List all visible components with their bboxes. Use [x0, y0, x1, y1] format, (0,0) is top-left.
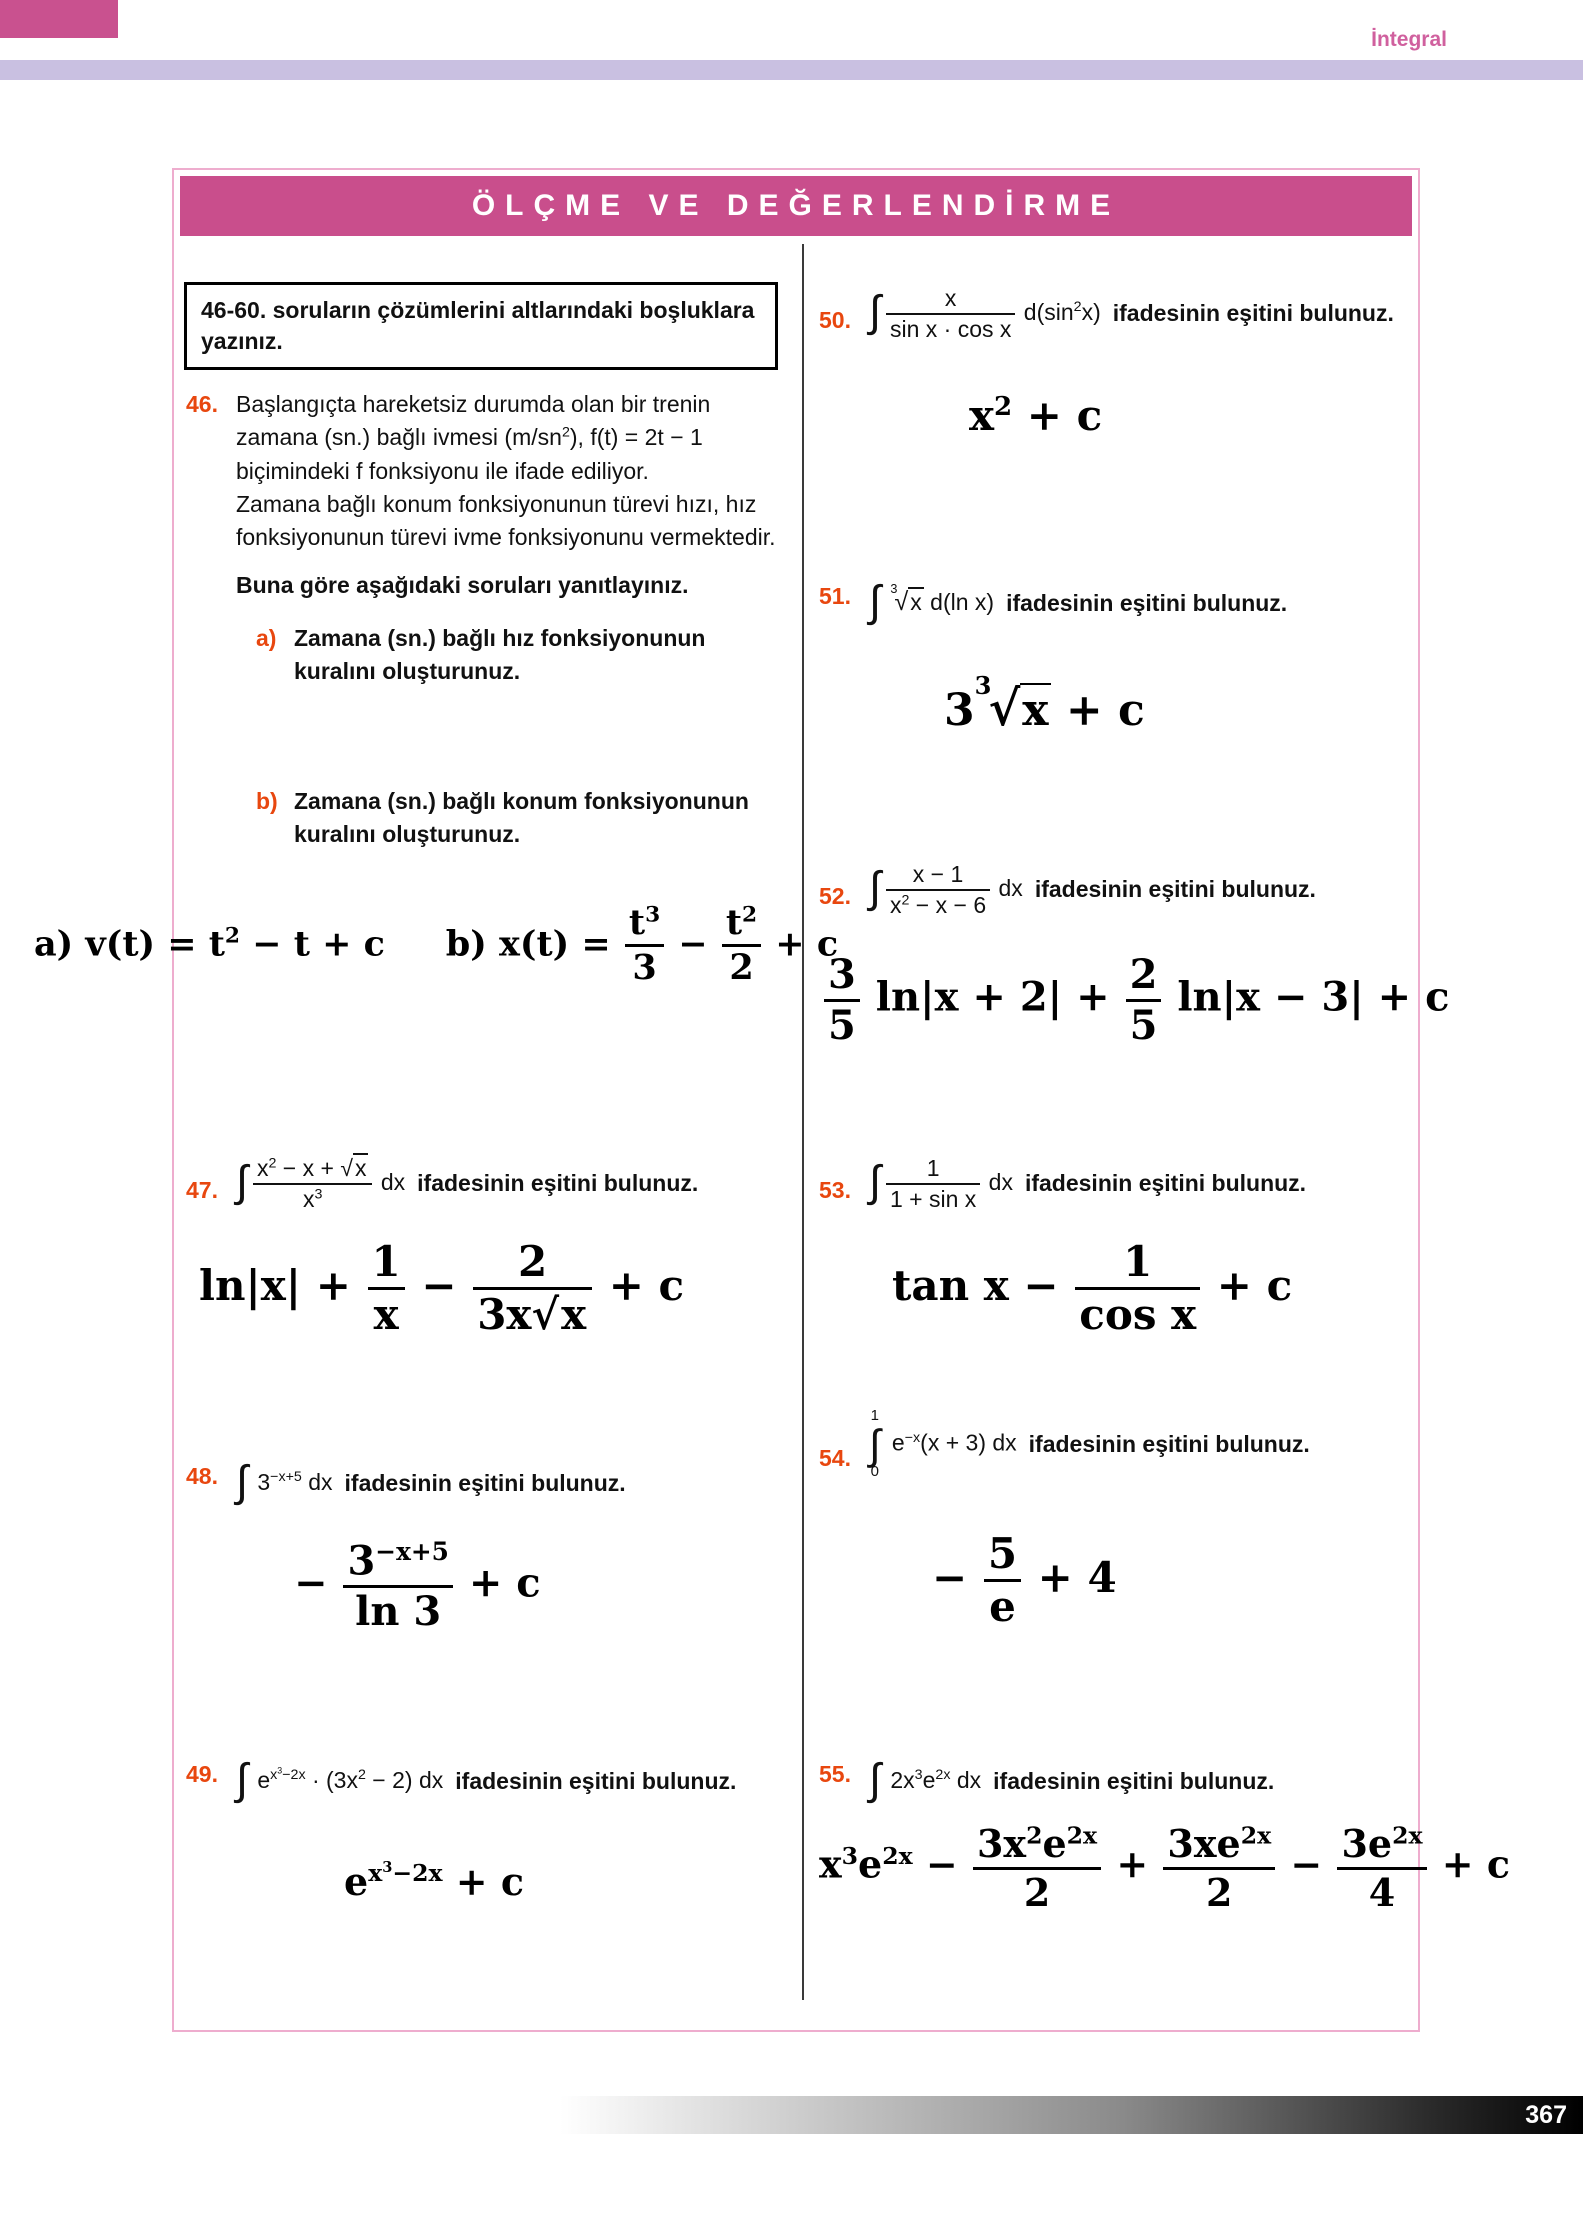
question-53-number: 53. — [819, 1177, 851, 1203]
question-55-text: ifadesinin eşitini bulunuz. — [993, 1768, 1275, 1794]
question-55 — [819, 1750, 1419, 1813]
question-54-text: ifadesinin eşitini bulunuz. — [1028, 1430, 1310, 1457]
question-49-number: 49. — [186, 1761, 218, 1787]
footer-bar — [560, 2096, 1583, 2134]
question-47-formula: ∫ $\frac{x^2 - x + √x}{x^3}$ dx — [236, 1155, 406, 1212]
question-55-number: 55. — [819, 1761, 851, 1787]
question-54 — [819, 1408, 1419, 1481]
question-46-part-b-text: Zamana (sn.) bağlı konum fonksiyonunun kuralını oluşturunuz. — [294, 787, 749, 848]
question-53-text: ifadesinin eşitini bulunuz. — [1024, 1170, 1307, 1196]
question-49 — [186, 1750, 776, 1813]
question-46-paragraph-2: Zamana bağlı konum fonksiyonunun türevi hızı, hız fonksiyonunun türevi ivme fonksiyonunu vermektedir. — [236, 491, 776, 551]
question-53-formula: ∫ $\frac{1}{\text{1 + sin x}}$ dx — [869, 1155, 1013, 1212]
question-50-number: 50. — [819, 307, 851, 333]
question-46-part-b-label: b) — [256, 787, 278, 814]
question-51-formula: ∫ $^3$√x d(ln x) — [869, 577, 995, 626]
question-46-paragraph-1: Başlangıçta hareketsiz durumda olan bir trenin zamana (sn.) bağlı ivmesi $(m/sn^2)$, f(t) = 2t − 1 biçimindeki f fonksiyonu ile ifade ediliyor. — [236, 391, 711, 484]
assessment-box — [34, 168, 1510, 2032]
answer-52: $\frac{3}{5}$ ln|x + 2| + $\frac{2}{5}$ ln|x − 3| + c — [822, 952, 1449, 1049]
section-title: ÖLÇME VE DEĞERLENDİRME — [180, 176, 1412, 236]
answer-47: ln|x| + $\frac{1}{x}$ − $\frac{2}{3x√x}$ + c — [199, 1237, 685, 1340]
answer-51: $3^3√x + c$ — [944, 670, 1145, 737]
question-50-text: ifadesinin eşitini bulunuz. — [1112, 300, 1394, 326]
question-48-text: ifadesinin eşitini bulunuz. — [344, 1470, 626, 1496]
answer-50: $x^2 + c$ — [969, 391, 1103, 440]
answer-46: a) $v(t) = t^2 - t + c$ b) x(t) = $\frac{t^3}{3}$ − $\frac{t^2}{2}$ + c — [34, 902, 839, 989]
question-52-text: ifadesinin eşitini bulunuz. — [1034, 876, 1316, 902]
question-49-text: ifadesinin eşitini bulunuz. — [455, 1768, 737, 1794]
answer-49: $e^{x^3-2x} + c$ — [344, 1859, 524, 1904]
chapter-label: İntegral — [1371, 28, 1447, 51]
question-46-number: 46. — [186, 391, 218, 417]
question-46-part-b — [256, 785, 776, 852]
question-55-formula: ∫ $2x^3e^{2x}$ dx — [869, 1755, 982, 1804]
header-divider-bar — [0, 60, 1583, 80]
question-51-text: ifadesinin eşitini bulunuz. — [1006, 590, 1288, 616]
question-51-number: 51. — [819, 583, 851, 609]
question-48-formula: ∫ $3^{-x+5}$ dx — [236, 1457, 333, 1506]
question-51 — [819, 572, 1419, 635]
question-54-formula: 1 ∫ 0 $e^{-x}(x + 3)$ dx — [869, 1407, 1017, 1481]
answer-53: tan x − $\frac{1}{\text{cos x}}$ + c — [892, 1237, 1293, 1340]
question-52 — [819, 858, 1419, 921]
answer-54: − $\frac{5}{e}$ + 4 — [932, 1529, 1117, 1632]
question-54-number: 54. — [819, 1445, 851, 1471]
question-48-number: 48. — [186, 1463, 218, 1489]
answer-55: $x^3e^{2x}$ − $\frac{3x^2e^{2x}}{2}$ + $\frac{3xe^{2x}}{2}$ − $\frac{3e^{2x}}{4}$ + c — [819, 1821, 1510, 1915]
corner-accent-block — [0, 0, 118, 38]
question-52-number: 52. — [819, 883, 851, 909]
page-number: 367 — [1525, 2100, 1567, 2129]
instruction-box: 46-60. soruların çözümlerini altlarındaki boşluklara yazınız. — [184, 282, 778, 370]
question-48 — [186, 1452, 776, 1515]
question-46-part-a-label: a) — [256, 625, 277, 652]
question-50 — [819, 282, 1419, 345]
question-49-formula: ∫ $e^{x^3-2x} \cdot (3x^2 - 2)$ dx — [236, 1755, 444, 1804]
question-53 — [819, 1152, 1419, 1215]
question-47-text: ifadesinin eşitini bulunuz. — [417, 1170, 699, 1196]
answer-48: − $\frac{3^{-x+5}}{\ln 3}$ + c — [294, 1537, 541, 1636]
question-46-part-a-text: Zamana (sn.) bağlı hız fonksiyonunun kuralını oluşturunuz. — [294, 625, 706, 685]
question-52-formula: ∫ $\frac{x - 1}{x^2 - x - 6}$ dx — [869, 861, 1023, 918]
question-50-formula: ∫ $\frac{x}{\text{sin x · cos x}}$ $d(\sin^2x)$ — [869, 285, 1101, 342]
question-47-number: 47. — [186, 1177, 218, 1203]
question-47 — [186, 1152, 776, 1215]
question-46-part-a — [256, 622, 776, 689]
question-46 — [186, 388, 776, 851]
question-46-lead: Buna göre aşağıdaki soruları yanıtlayınız. — [236, 571, 689, 598]
column-divider — [802, 244, 804, 2000]
